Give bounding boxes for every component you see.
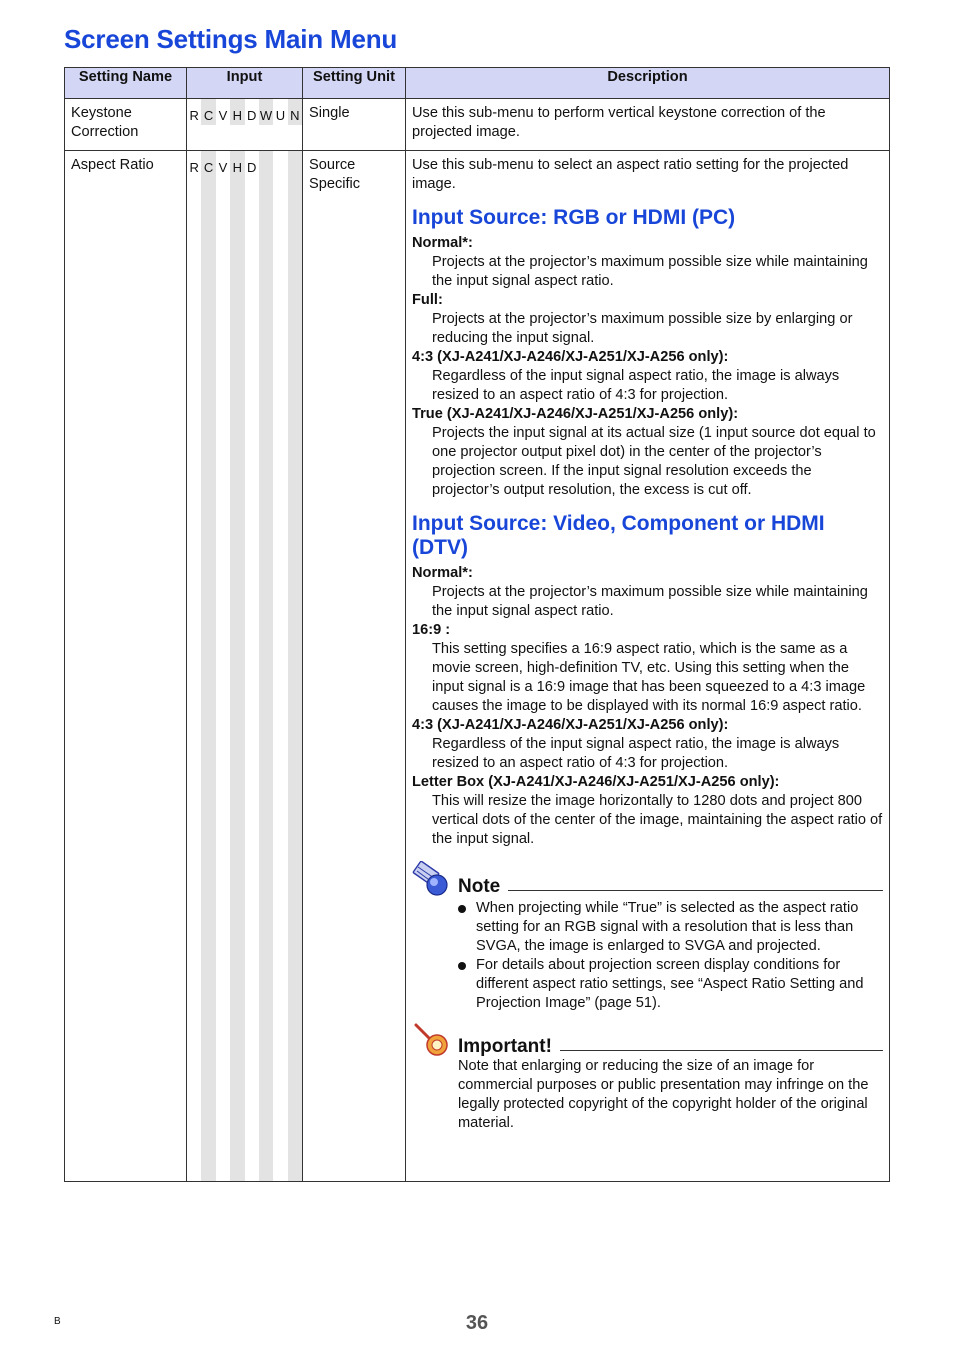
input-indicators — [187, 151, 302, 1181]
table-header-row — [65, 68, 890, 99]
input-indicator-v: V — [218, 108, 228, 123]
header-setting-unit: Setting Unit — [303, 68, 406, 99]
page-number: 36 — [465, 1312, 489, 1334]
important-pin-icon — [412, 1021, 452, 1057]
setting-unit-cell: Single — [303, 99, 406, 151]
header-setting-name: Setting Name — [65, 68, 187, 99]
table-row — [65, 151, 890, 1182]
setting-name-cell: Aspect Ratio — [65, 151, 187, 1182]
input-indicator-h: H — [230, 151, 244, 1181]
input-indicator-n: N — [288, 99, 302, 125]
option-label: Letter Box (XJ-A241/XJ-A246/XJ-A251/XJ-A256 only): — [412, 774, 780, 790]
option-text: Projects at the projector’s maximum possible size by enlarging or reducing the input signal. — [432, 311, 853, 346]
note-header — [412, 861, 883, 897]
important-block — [412, 1021, 883, 1133]
input-indicators — [187, 99, 302, 125]
list-item — [458, 899, 883, 956]
important-divider — [560, 1050, 883, 1051]
bullet-dot-icon — [458, 905, 466, 913]
note-divider — [508, 890, 883, 891]
input-indicator-w-empty — [259, 151, 273, 1181]
option-label: Normal*: — [412, 235, 473, 251]
setting-name-cell: Keystone Correction — [65, 99, 187, 151]
section-heading-video-component-hdmi-dtv: Input Source: Video, Component or HDMI (DTV) — [412, 512, 825, 559]
description-cell — [406, 151, 890, 1182]
note-bullet-text: When projecting while “True” is selected as the aspect ratio setting for an RGB signal with a resolution that is less than SVGA, the image is enlarged to SVGA and projected. — [476, 900, 859, 954]
section-heading-rgb-hdmi-pc: Input Source: RGB or HDMI (PC) — [412, 206, 736, 229]
input-indicator-n-empty — [288, 151, 302, 1181]
option-text: This will resize the image horizontally to 1280 dots and project 800 vertical dots of the center of the image, maintaining the aspect ratio of the input signal. — [432, 793, 883, 847]
input-indicator-v: V — [218, 160, 228, 175]
input-indicators-cell — [187, 151, 303, 1182]
option-text: Regardless of the input signal aspect ratio, the image is always resized to an aspect ratio of 4:3 for projection. — [432, 736, 840, 771]
input-indicators-cell — [187, 99, 303, 151]
option-text: Projects the input signal at its actual size (1 input source dot equal to one projector output pixel dot) in the center of the projector’s projection screen. If the input signal resolution exceeds the projector’s output resolution, the excess is cut off. — [432, 425, 876, 498]
note-bullet-list — [458, 899, 883, 1013]
note-block — [412, 861, 883, 1013]
option-text: This setting specifies a 16:9 aspect ratio, which is the same as a movie screen, high-definition TV, etc. Using this setting when the input signal is a 16:9 image that has been squeezed to a 4:3 image causes the image to be displayed with its normal 16:9 aspect ratio. — [432, 641, 866, 714]
description-text: Use this sub-menu to select an aspect ratio setting for the projected image. — [412, 157, 849, 192]
input-indicator-c: C — [201, 151, 215, 1181]
description-text: Use this sub-menu to perform vertical keystone correction of the projected image. — [412, 105, 826, 140]
list-item — [458, 956, 883, 1013]
option-label: True (XJ-A241/XJ-A246/XJ-A251/XJ-A256 only): — [412, 406, 739, 422]
input-indicator-u: U — [275, 108, 286, 123]
note-bullet-text: For details about projection screen display conditions for different aspect ratio settings, see “Aspect Ratio Setting and Projection Image” (page 51). — [476, 957, 864, 1011]
note-title: Note — [458, 876, 501, 897]
header-input: Input — [187, 68, 303, 99]
setting-unit-cell: Source Specific — [303, 151, 406, 1182]
table-row — [65, 99, 890, 151]
option-text: Projects at the projector’s maximum possible size while maintaining the input signal aspect ratio. — [432, 584, 868, 619]
option-label: 16:9 : — [412, 622, 451, 638]
note-pencil-icon — [412, 861, 452, 897]
settings-table — [64, 67, 890, 1182]
input-indicator-u-empty — [273, 151, 287, 1181]
option-text: Projects at the projector’s maximum possible size while maintaining the input signal aspect ratio. — [432, 254, 868, 289]
important-header — [412, 1021, 883, 1057]
input-indicator-w: W — [259, 99, 273, 125]
input-indicator-d: D — [246, 160, 257, 175]
input-indicator-c: C — [201, 99, 215, 125]
important-title: Important! — [458, 1036, 552, 1057]
footer-mark: B — [54, 1316, 61, 1327]
important-text: Note that enlarging or reducing the size of an image for commercial purposes or public presentation may infringe on the legally protected copyright of the copyright holder of the original material. — [458, 1058, 869, 1131]
option-text: Regardless of the input signal aspect ratio, the image is always resized to an aspect ratio of 4:3 for projection. — [432, 368, 840, 403]
input-indicator-r: R — [189, 108, 199, 123]
input-indicator-h: H — [230, 99, 244, 125]
option-label: Normal*: — [412, 565, 473, 581]
page-title: Screen Settings Main Menu — [64, 24, 398, 54]
header-description: Description — [406, 68, 890, 99]
option-label: Full: — [412, 292, 443, 308]
option-label: 4:3 (XJ-A241/XJ-A246/XJ-A251/XJ-A256 only): — [412, 717, 729, 733]
input-indicator-d: D — [246, 108, 257, 123]
option-label: 4:3 (XJ-A241/XJ-A246/XJ-A251/XJ-A256 only): — [412, 349, 729, 365]
description-cell — [406, 99, 890, 151]
bullet-dot-icon — [458, 962, 466, 970]
input-indicator-r: R — [189, 160, 199, 175]
